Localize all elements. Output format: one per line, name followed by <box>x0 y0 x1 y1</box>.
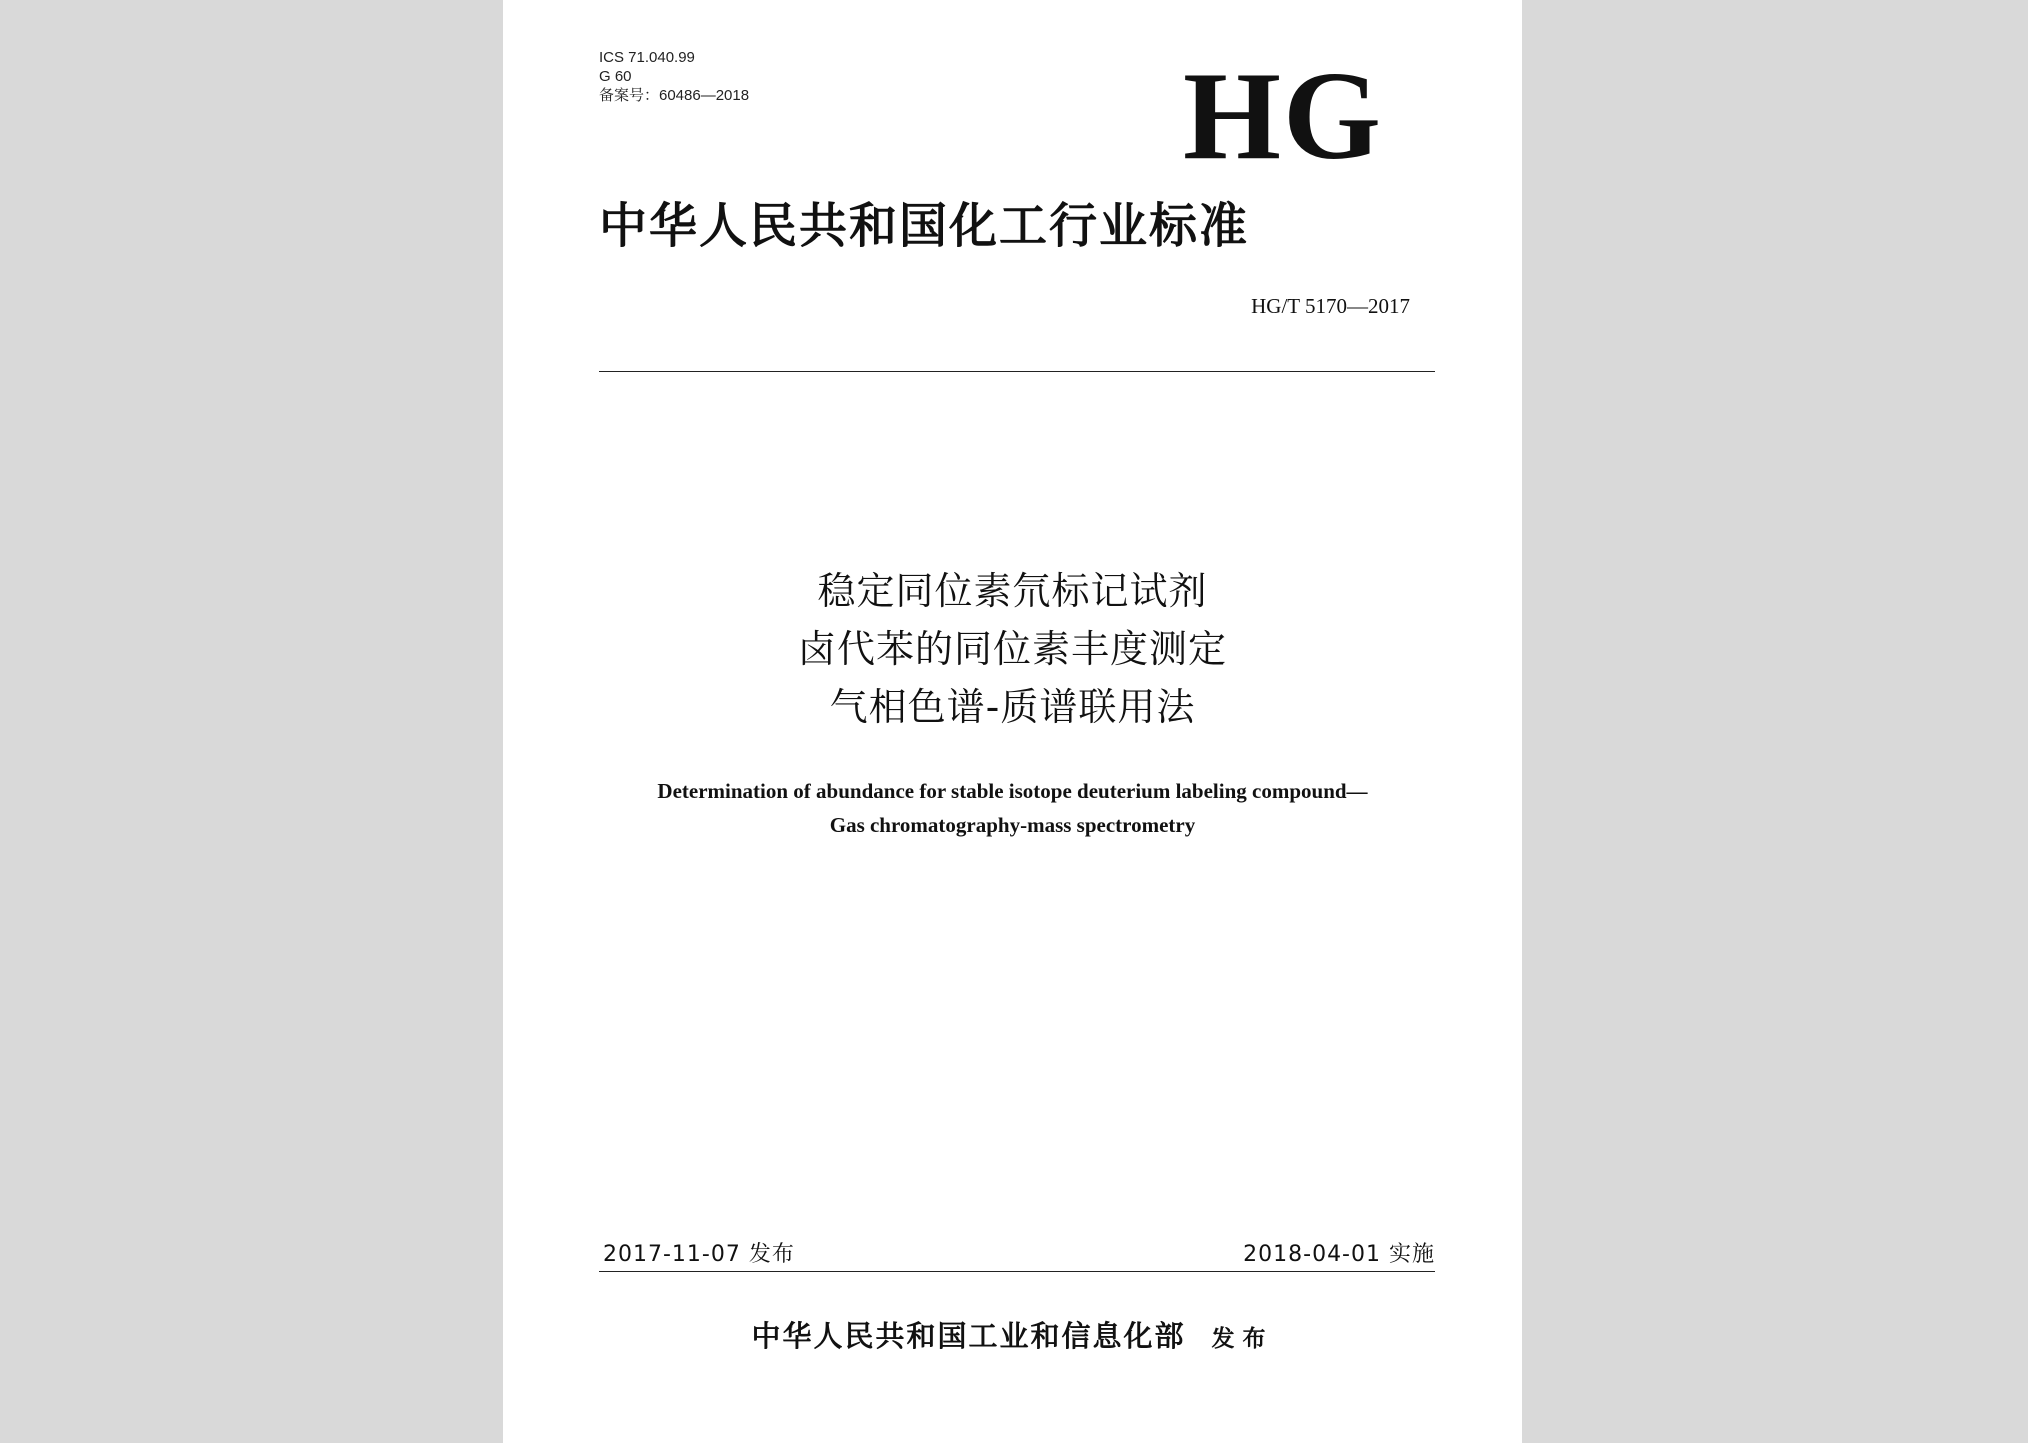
date-row <box>599 1240 1435 1270</box>
standard-title: 中华人民共和国化工行业标准 <box>599 198 1250 254</box>
top-divider <box>599 371 1435 372</box>
ccs-code: G 60 <box>599 68 632 85</box>
filing-number: 备案号：60486—2018 <box>599 87 750 104</box>
classification-block <box>599 48 749 105</box>
issuer-action: 发布 <box>1211 1325 1274 1352</box>
standard-code: HG/T 5170—2017 <box>1251 294 1410 318</box>
issue-date: 2017-11-07 发布 <box>603 1242 795 1267</box>
chinese-title-line-1: 稳定同位素氘标记试剂 <box>817 569 1208 613</box>
bottom-divider <box>599 1271 1435 1272</box>
english-title <box>503 774 1522 842</box>
english-title-line-1: Determination of abundance for stable isotope deuterium labeling compound— <box>657 779 1368 803</box>
document-page <box>503 0 1522 1443</box>
issuer-line <box>503 1316 1522 1359</box>
chinese-title-line-2: 卤代苯的同位素丰度测定 <box>797 627 1227 671</box>
implementation-date: 2018-04-01 实施 <box>1243 1242 1435 1267</box>
issuer-name: 中华人民共和国工业和信息化部 <box>751 1319 1186 1353</box>
ics-code: ICS 71.040.99 <box>599 49 695 66</box>
chinese-title <box>503 562 1522 736</box>
english-title-line-2: Gas chromatography-mass spectrometry <box>829 813 1196 837</box>
chinese-title-line-3: 气相色谱-质谱联用法 <box>829 685 1196 729</box>
hg-logo: HG <box>1183 47 1384 186</box>
